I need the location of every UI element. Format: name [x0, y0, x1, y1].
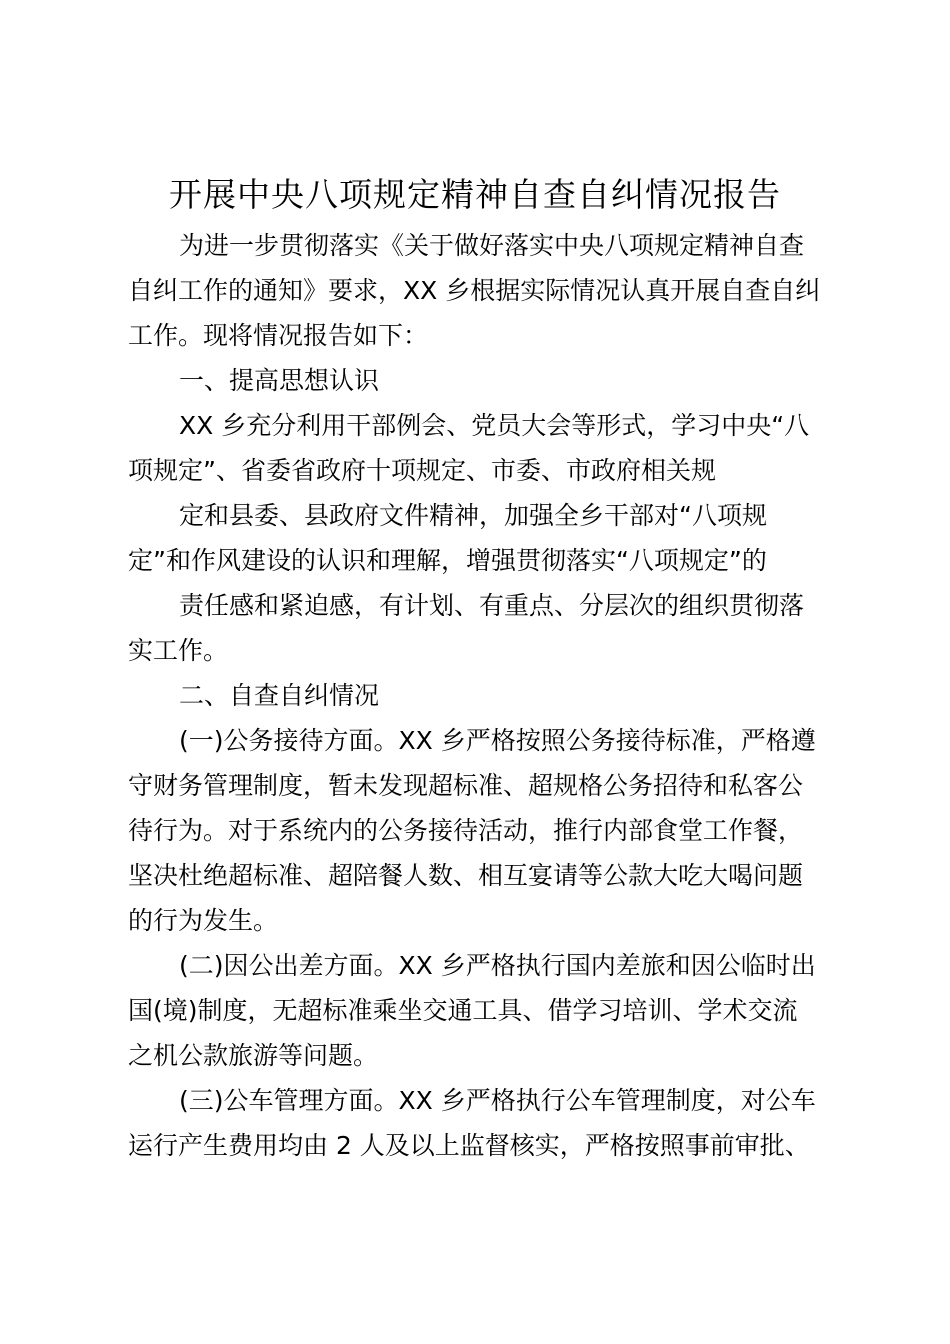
- paragraph-line: (一)公务接待方面。XX 乡严格按照公务接待标准，严格遵: [179, 726, 816, 755]
- document-title: 开展中央八项规定精神自查自纠情况报告: [169, 175, 781, 214]
- paragraph-line: 的行为发生。: [128, 906, 279, 935]
- paragraph-line: XX 乡充分利用干部例会、党员大会等形式，学习中央“八: [179, 411, 810, 440]
- paragraph-line: 为进一步贯彻落实《关于做好落实中央八项规定精神自查: [179, 231, 805, 260]
- paragraph-line: (二)因公出差方面。XX 乡严格执行国内差旅和因公临时出: [179, 951, 816, 980]
- paragraph-line: 自纠工作的通知》要求，XX 乡根据实际情况认真开展自查自纠: [128, 276, 821, 305]
- section-heading: 一、提高思想认识: [179, 366, 380, 395]
- paragraph-line: 坚决杜绝超标准、超陪餐人数、相互宴请等公款大吃大喝问题: [128, 861, 804, 890]
- paragraph-line: 责任感和紧迫感，有计划、有重点、分层次的组织贯彻落: [179, 591, 805, 620]
- section-heading: 二、自查自纠情况: [179, 681, 380, 710]
- paragraph-line: 定”和作风建设的认识和理解，增强贯彻落实“八项规定”的: [128, 546, 767, 575]
- paragraph-line: 项规定”、省委省政府十项规定、市委、市政府相关规: [128, 456, 716, 485]
- paragraph-line: 实工作。: [128, 636, 229, 665]
- paragraph-line: 工作。现将情况报告如下：: [128, 321, 429, 350]
- paragraph-line: 定和县委、县政府文件精神，加强全乡干部对“八项规: [179, 501, 767, 530]
- paragraph-line: 国(境)制度，无超标准乘坐交通工具、借学习培训、学术交流: [128, 996, 798, 1025]
- paragraph-line: 运行产生费用均由 2 人及以上监督核实，严格按照事前审批、: [128, 1131, 810, 1160]
- paragraph-line: 之机公款旅游等问题。: [128, 1041, 379, 1070]
- paragraph-line: 守财务管理制度，暂未发现超标准、超规格公务招待和私客公: [128, 771, 804, 800]
- paragraph-line: (三)公车管理方面。XX 乡严格执行公车管理制度，对公车: [179, 1086, 816, 1115]
- paragraph-line: 待行为。对于系统内的公务接待活动，推行内部食堂工作餐，: [128, 816, 804, 845]
